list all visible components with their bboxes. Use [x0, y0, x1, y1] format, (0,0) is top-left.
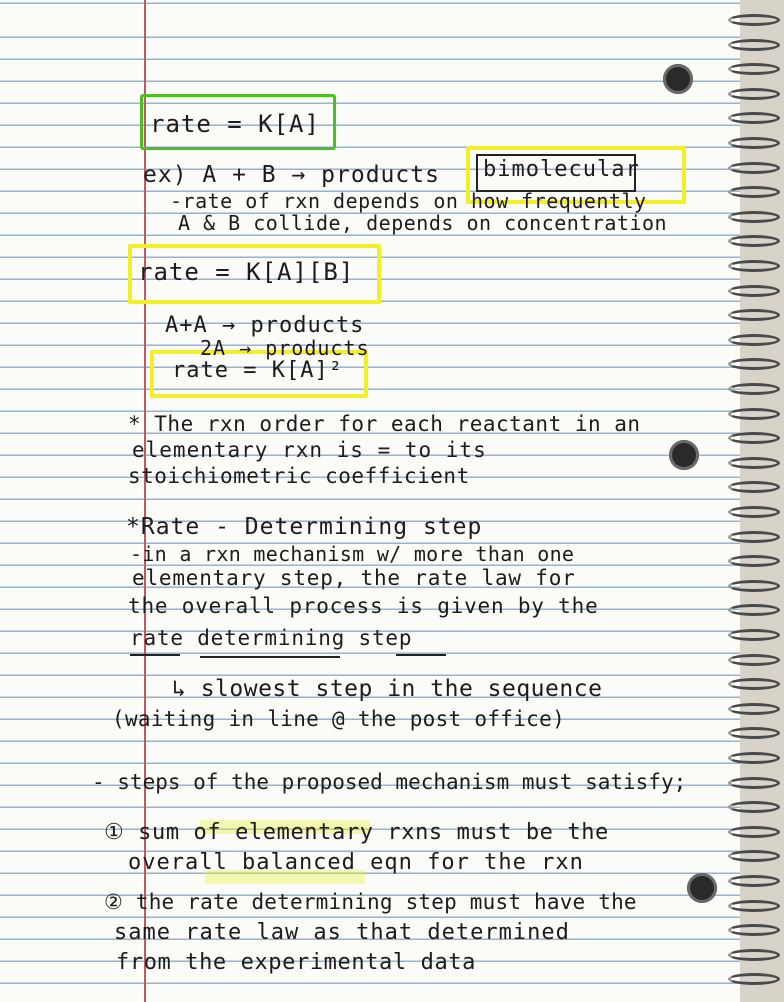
spiral-coil: [728, 457, 780, 469]
underline: [396, 654, 446, 656]
note-line: 2A → products: [200, 336, 370, 360]
note-line: (waiting in line @ the post office): [112, 707, 566, 731]
note-line-boxed: bimolecular: [483, 157, 640, 182]
spiral-coil: [728, 285, 780, 297]
note-line: rate = K[A][B]: [138, 258, 355, 286]
spiral-coil: [728, 432, 780, 444]
note-line: * The rxn order for each reactant in an: [128, 412, 641, 436]
spiral-coil: [728, 752, 780, 764]
spiral-coil: [728, 358, 780, 370]
spiral-coil: [728, 924, 780, 936]
spiral-coil: [728, 334, 780, 346]
spiral-binding: [722, 0, 784, 1002]
punch-hole: [663, 64, 693, 94]
spiral-coil: [728, 309, 780, 321]
note-line: - steps of the proposed mechanism must satisfy;: [92, 770, 687, 794]
spiral-coil: [728, 703, 780, 715]
spiral-coil: [728, 235, 780, 247]
note-line: *Rate - Determining step: [126, 514, 483, 540]
note-line: -rate of rxn depends on how frequently: [170, 189, 647, 213]
spiral-coil: [728, 506, 780, 518]
spiral-coil: [728, 850, 780, 862]
spiral-coil: [728, 531, 780, 543]
note-line: ② the rate determining step must have the: [104, 890, 637, 914]
punch-hole: [687, 873, 717, 903]
note-line: rate = K[A]: [150, 110, 320, 138]
spiral-coil: [728, 260, 780, 272]
spiral-coil: [728, 727, 780, 739]
spiral-coil: [728, 186, 780, 198]
punch-hole: [669, 440, 699, 470]
note-line: A+A → products: [165, 313, 365, 338]
underline: [130, 654, 180, 656]
spiral-coil: [728, 88, 780, 100]
spiral-coil: [728, 900, 780, 912]
spiral-coil: [728, 39, 780, 51]
spiral-coil: [728, 826, 780, 838]
underline: [200, 656, 340, 658]
note-line: ① sum of elementary rxns must be the: [104, 820, 609, 845]
spiral-coil: [728, 63, 780, 75]
spiral-coil: [728, 678, 780, 690]
note-line: the overall process is given by the: [128, 594, 599, 618]
note-line: same rate law as that determined: [114, 920, 570, 945]
note-line: stoichiometric coefficient: [128, 464, 470, 488]
spiral-coil: [728, 580, 780, 592]
spiral-coil: [728, 555, 780, 567]
note-line: ↳ slowest step in the sequence: [172, 676, 603, 702]
spiral-coil: [728, 112, 780, 124]
spiral-coil: [728, 777, 780, 789]
note-line: -in a rxn mechanism w/ more than one: [130, 542, 575, 566]
spiral-coil: [728, 875, 780, 887]
spiral-coil: [728, 801, 780, 813]
spiral-coil: [728, 162, 780, 174]
spiral-coil: [728, 654, 780, 666]
note-line: A & B collide, depends on concentration: [178, 211, 668, 235]
spiral-coil: [728, 949, 780, 961]
spiral-coil: [728, 14, 780, 26]
note-line: rate determining step: [130, 626, 413, 650]
note-line: overall balanced eqn for the rxn: [128, 850, 584, 875]
note-line: rate = K[A]²: [172, 358, 343, 383]
spiral-coil: [728, 137, 780, 149]
spiral-coil: [728, 481, 780, 493]
note-line: ex) A + B → products: [143, 162, 440, 188]
spiral-coil: [728, 383, 780, 395]
note-line: elementary rxn is = to its: [132, 438, 487, 462]
spiral-coil: [728, 408, 780, 420]
note-line: from the experimental data: [116, 950, 476, 975]
spiral-coil: [728, 973, 780, 985]
spiral-coil: [728, 604, 780, 616]
spiral-coil: [728, 629, 780, 641]
note-line: elementary step, the rate law for: [132, 566, 576, 590]
spiral-coil: [728, 211, 780, 223]
